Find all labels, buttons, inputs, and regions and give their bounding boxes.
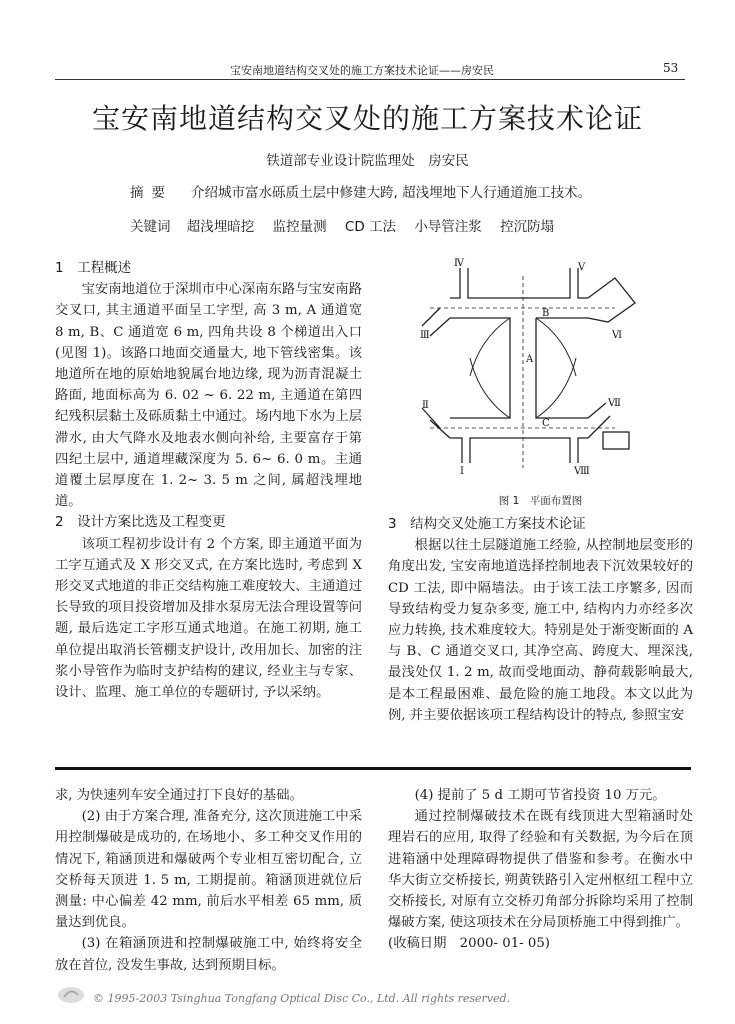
section-3-heading: 3 结构交叉处施工方案技术论证: [388, 516, 586, 532]
figure-label-ii: Ⅱ: [422, 400, 429, 411]
article-separator: [55, 767, 691, 770]
page-number: 53: [663, 61, 679, 75]
abstract: [130, 181, 591, 201]
keyword-item: 超浅埋暗挖: [186, 219, 255, 235]
received-date: (收稿日期 2000- 01- 05): [388, 936, 550, 952]
figure-label-v: Ⅴ: [578, 262, 586, 273]
previous-article-paragraph: 求, 为快速列车安全通过打下良好的基础。: [55, 788, 303, 803]
previous-article-paragraph: 通过控制爆破技术在既有线顶进大型箱涵时处理岩石的应用, 取得了经验和有关数据, 为今后在顶进箱涵中处理障碍物提供了借鉴和参考。在衡水中华大街立交桥接长, 朔黄铁路引入定州枢纽工程中立交桥接长, 对原有立交桥刃角部分拆除均采用了控制爆破方案, 使这项技术在分局顶桥施工中得到推广。: [388, 809, 693, 931]
layout-plan-figure: [410, 258, 660, 486]
section-2-paragraph: 该项工程初步设计有 2 个方案, 即主通道平面为工字互通式及 X 形交叉式, 在方案比选时, 考虑到 X 形交叉式地道的非正交结构施工难度较大、主通道过长导致的项目投资增加及排水泵房无法合理设置等问题, 最后选定工字形互通式地道。在施工初期, 施工单位提出取消长管棚支护设计, 改用加长、加密的注浆小导管作为临时支护结构的建议, 经业主与专家、设计、监理、施工单位的专题研讨, 予以采纳。: [55, 536, 362, 701]
previous-article-left-column: [55, 785, 362, 976]
figure-label-a: A: [526, 354, 534, 365]
keywords-label: 关键词: [130, 219, 171, 235]
section-1-paragraph: 宝安南地道位于深圳市中心深南东路与宝安南路交叉口, 其主通道平面呈工字型, 高 3 m, A 通道宽 8 m, B、C 通道宽 6 m, 四角共设 8 个梯道出入口(见图 1)。该路口地面交通量大, 地下管线密集。该地道所在地的原始地貌属台地边缘, 现为沥青混凝土路面, 地面标高为 6. 02 ~ 6. 22 m, 主通道在第四纪残积层黏土及砾质黏土中通过。场内地下水为上层滞水, 由大气降水及地表水侧向补给, 主要富存于第四纪土层中, 通道埋藏深度为 5. 6~ 6. 0 m。主通道覆土层厚度在 1. 2~ 3. 5 m 之间, 属超浅埋地道。: [55, 282, 362, 510]
previous-article-paragraph: (4) 提前了 5 d 工期可节省投资 10 万元。: [414, 788, 666, 803]
figure-label-i: Ⅰ: [460, 466, 464, 477]
copyright-notice: © 1995-2003 Tsinghua Tongfang Optical Disc Co., Ltd. All rights reserved.: [93, 992, 511, 1005]
figure-label-vii: Ⅶ: [608, 398, 621, 409]
section-2-heading: 2 设计方案比选及工程变更: [55, 514, 226, 531]
figure-label-c: C: [542, 418, 550, 429]
keywords: [130, 215, 568, 235]
previous-article-paragraph: (2) 由于方案合理, 准备充分, 这次顶进施工中采用控制爆破是成功的, 在场地小、多工种交叉作用的情况下, 箱涵顶进和爆破两个专业相互密切配合, 立交桥每天顶进 1. 5 m, 工期提前。箱涵顶进就位后测量: 中心偏差 42 mm, 前后水平相差 65 mm, 质量达到优良。: [55, 809, 362, 931]
figure-label-b: B: [542, 308, 550, 319]
right-column: [388, 514, 693, 726]
publisher-logo-icon: [56, 985, 86, 1005]
header-rule: [55, 79, 685, 80]
paper-title: 宝安南地道结构交叉处的施工方案技术论证: [91, 102, 643, 135]
section-3-paragraph: 根据以往土层隧道施工经验, 从控制地层变形的角度出发, 宝安南地道选择控制地表下沉效果较好的 CD 工法, 即中隔墙法。由于该工法工序繁多, 因而导致结构受力复杂多变, 施工中, 结构内力亦经多次应力转换, 技术难度较大。特别是处于渐变断面的 A 与 B、C 通道交叉口, 其净空高、跨度大、埋深浅, 最浅处仅 1. 2 m, 故而受地面动、静荷载影响最大, 是本工程最困难、最危险的施工地段。本文以此为例, 并主要依据该项工程结构设计的特点, 参照宝安: [388, 538, 693, 723]
abstract-label: 摘要: [130, 185, 173, 201]
author-line: 铁道部专业设计院监理处 房安民: [266, 153, 469, 169]
figure-label-iv: Ⅳ: [454, 258, 464, 269]
figure-label-vi: Ⅵ: [612, 330, 623, 341]
figure-caption: 图 1 平面布置图: [498, 495, 583, 507]
previous-article-paragraph: (3) 在箱涵顶进和控制爆破施工中, 始终将安全放在首位, 没发生事故, 达到预期目标。: [55, 936, 362, 973]
figure-label-viii: Ⅷ: [574, 466, 590, 477]
section-1-heading: 1 工程概述: [55, 260, 132, 276]
keyword-item: CD 工法: [344, 219, 397, 235]
running-title: 宝安南地道结构交叉处的施工方案技术论证——房安民: [230, 64, 494, 77]
keyword-item: 控沉防塌: [500, 219, 555, 235]
left-column: [55, 258, 362, 703]
keyword-item: 监控量测: [272, 219, 327, 235]
abstract-text: 介绍城市富水砾质土层中修建大跨, 超浅埋地下人行通道施工技术。: [191, 185, 592, 201]
figure-label-iii: Ⅲ: [420, 330, 430, 341]
keyword-item: 小导管注浆: [414, 219, 482, 235]
previous-article-right-column: [388, 785, 693, 955]
